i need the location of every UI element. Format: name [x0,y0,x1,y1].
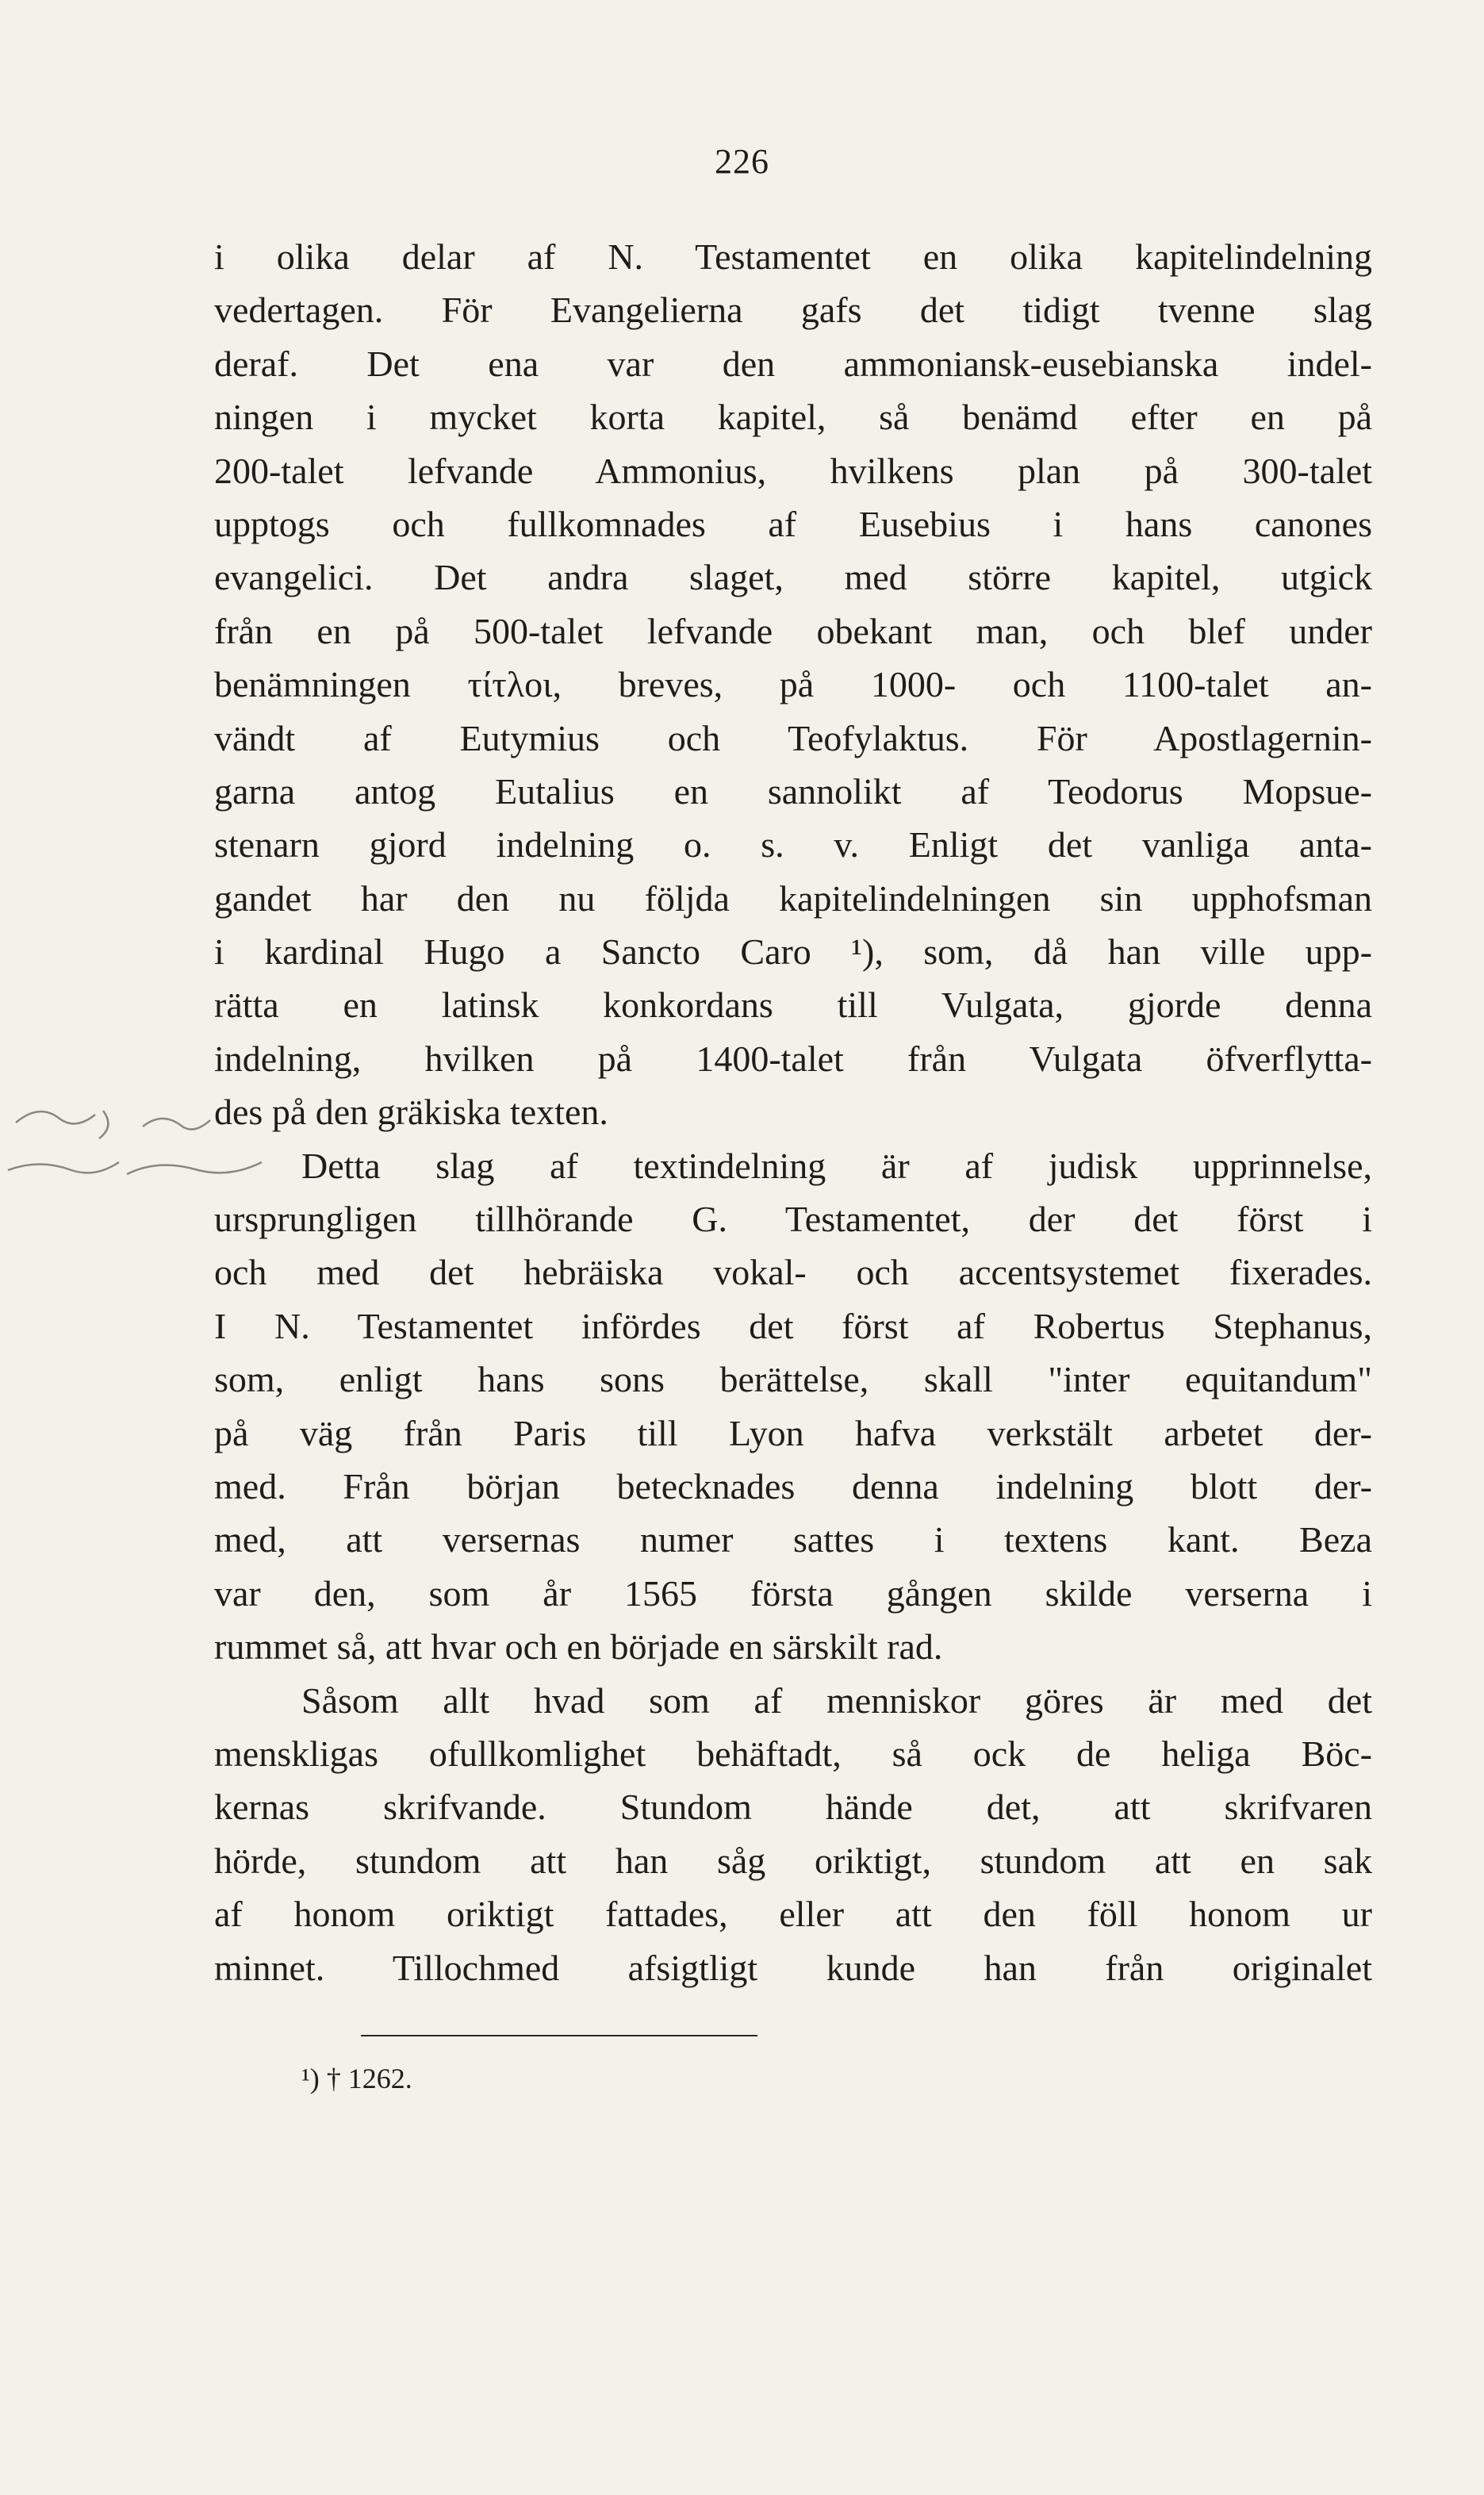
text-line: ningen i mycket korta kapitel, så benämd efter en på [214,397,1372,438]
text-line: som, enligt hans sons berättelse, skall "inter equitandum" [214,1359,1372,1400]
footnote-divider [361,2035,757,2036]
paragraph-start-line: Såsom allt hvad som af menniskor göres är med det [301,1679,1372,1721]
body-text [214,230,1372,1994]
footnote: ¹) † 1262. [301,2063,412,2094]
text-line: indelning, hvilken på 1400-talet från Vulgata öfverflytta- [214,1038,1372,1079]
text-line: minnet. Tillochmed afsigtligt kunde han från originalet [214,1947,1372,1988]
paragraph-end-line: rummet så, att hvar och en började en särskilt rad. [214,1626,943,1668]
text-line: med. Från början betecknades denna indelning blott der- [214,1465,1372,1507]
text-line: I N. Testamentet infördes det först af Robertus Stephanus, [214,1305,1372,1346]
text-line: evangelici. Det andra slaget, med större kapitel, utgick [214,557,1372,598]
text-line: hörde, stundom att han såg oriktigt, stundom att en sak [214,1840,1372,1881]
text-line: i olika delar af N. Testamentet en olika kapitelindelning [214,236,1372,277]
paragraph-end-line: des på den gräkiska texten. [214,1092,608,1133]
text-line: af honom oriktigt fattades, eller att den föll honom ur [214,1894,1372,1935]
text-line: menskligas ofullkomlighet behäftadt, så ock de heliga Böc- [214,1733,1372,1774]
text-line: kernas skrifvande. Stundom hände det, att skrifvaren [214,1787,1372,1828]
page-number: 226 [715,142,769,181]
text-line: rätta en latinsk konkordans till Vulgata, gjorde denna [214,985,1372,1026]
text-line: upptogs och fullkomnades af Eusebius i hans canones [214,503,1372,544]
text-line: vedertagen. För Evangelierna gafs det tidigt tvenne slag [214,290,1372,331]
text-line: stenarn gjord indelning o. s. v. Enligt det vanliga anta- [214,824,1372,866]
text-line: från en på 500-talet lefvande obekant man, och blef under [214,610,1372,651]
text-line: och med det hebräiska vokal- och accentsystemet fixerades. [214,1252,1372,1293]
text-line: vändt af Eutymius och Teofylaktus. För Apostlagernin- [214,717,1372,758]
text-line: garna antog Eutalius en sannolikt af Teodorus Mopsue- [214,770,1372,812]
text-line: gandet har den nu följda kapitelindelningen sin upphofsman [214,877,1372,919]
text-line: deraf. Det ena var den ammoniansk-eusebianska indel- [214,343,1372,384]
text-line: benämningen τίτλοι, breves, på 1000- och 1100-talet an- [214,664,1372,705]
text-line: 200-talet lefvande Ammonius, hvilkens plan på 300-talet [214,450,1372,491]
text-line: med, att versernas numer sattes i textens kant. Beza [214,1519,1372,1560]
text-line: var den, som år 1565 första gången skilde verserna i [214,1572,1372,1614]
text-line: ursprungligen tillhörande G. Testamentet, der det först i [214,1199,1372,1240]
text-line: i kardinal Hugo a Sancto Caro ¹), som, då han ville upp- [214,931,1372,973]
paragraph-start-line: Detta slag af textindelning är af judisk upprinnelse, [301,1145,1372,1186]
text-line: på väg från Paris till Lyon hafva verkstält arbetet der- [214,1412,1372,1453]
